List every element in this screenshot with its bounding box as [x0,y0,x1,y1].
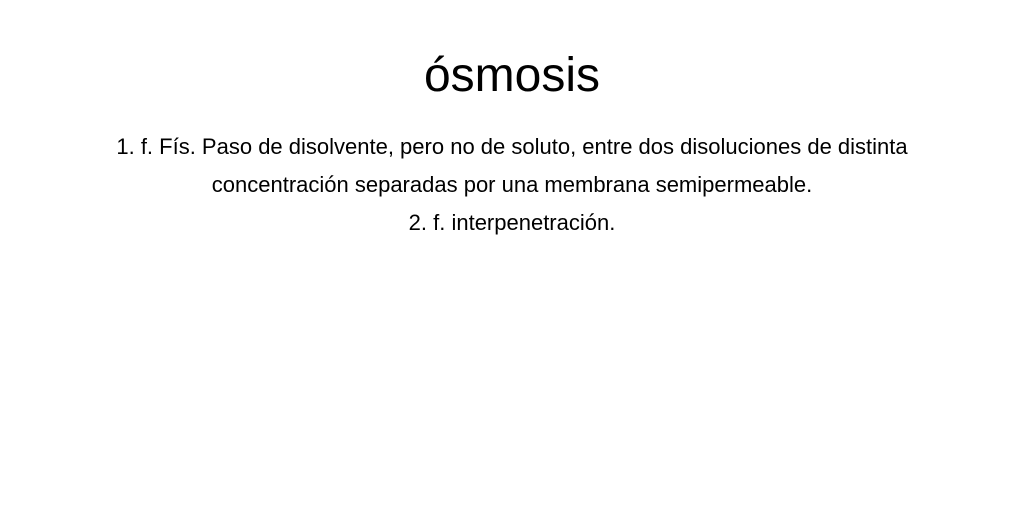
definition-list [92,128,932,242]
definition-2: 2. f. interpenetración. [408,210,616,235]
definition-1: 1. f. Fís. Paso de disolvente, pero no de soluto, entre dos disoluciones de distinta concentración separadas por una membrana semipermeable. [116,134,908,197]
headword: ósmosis [423,49,601,102]
